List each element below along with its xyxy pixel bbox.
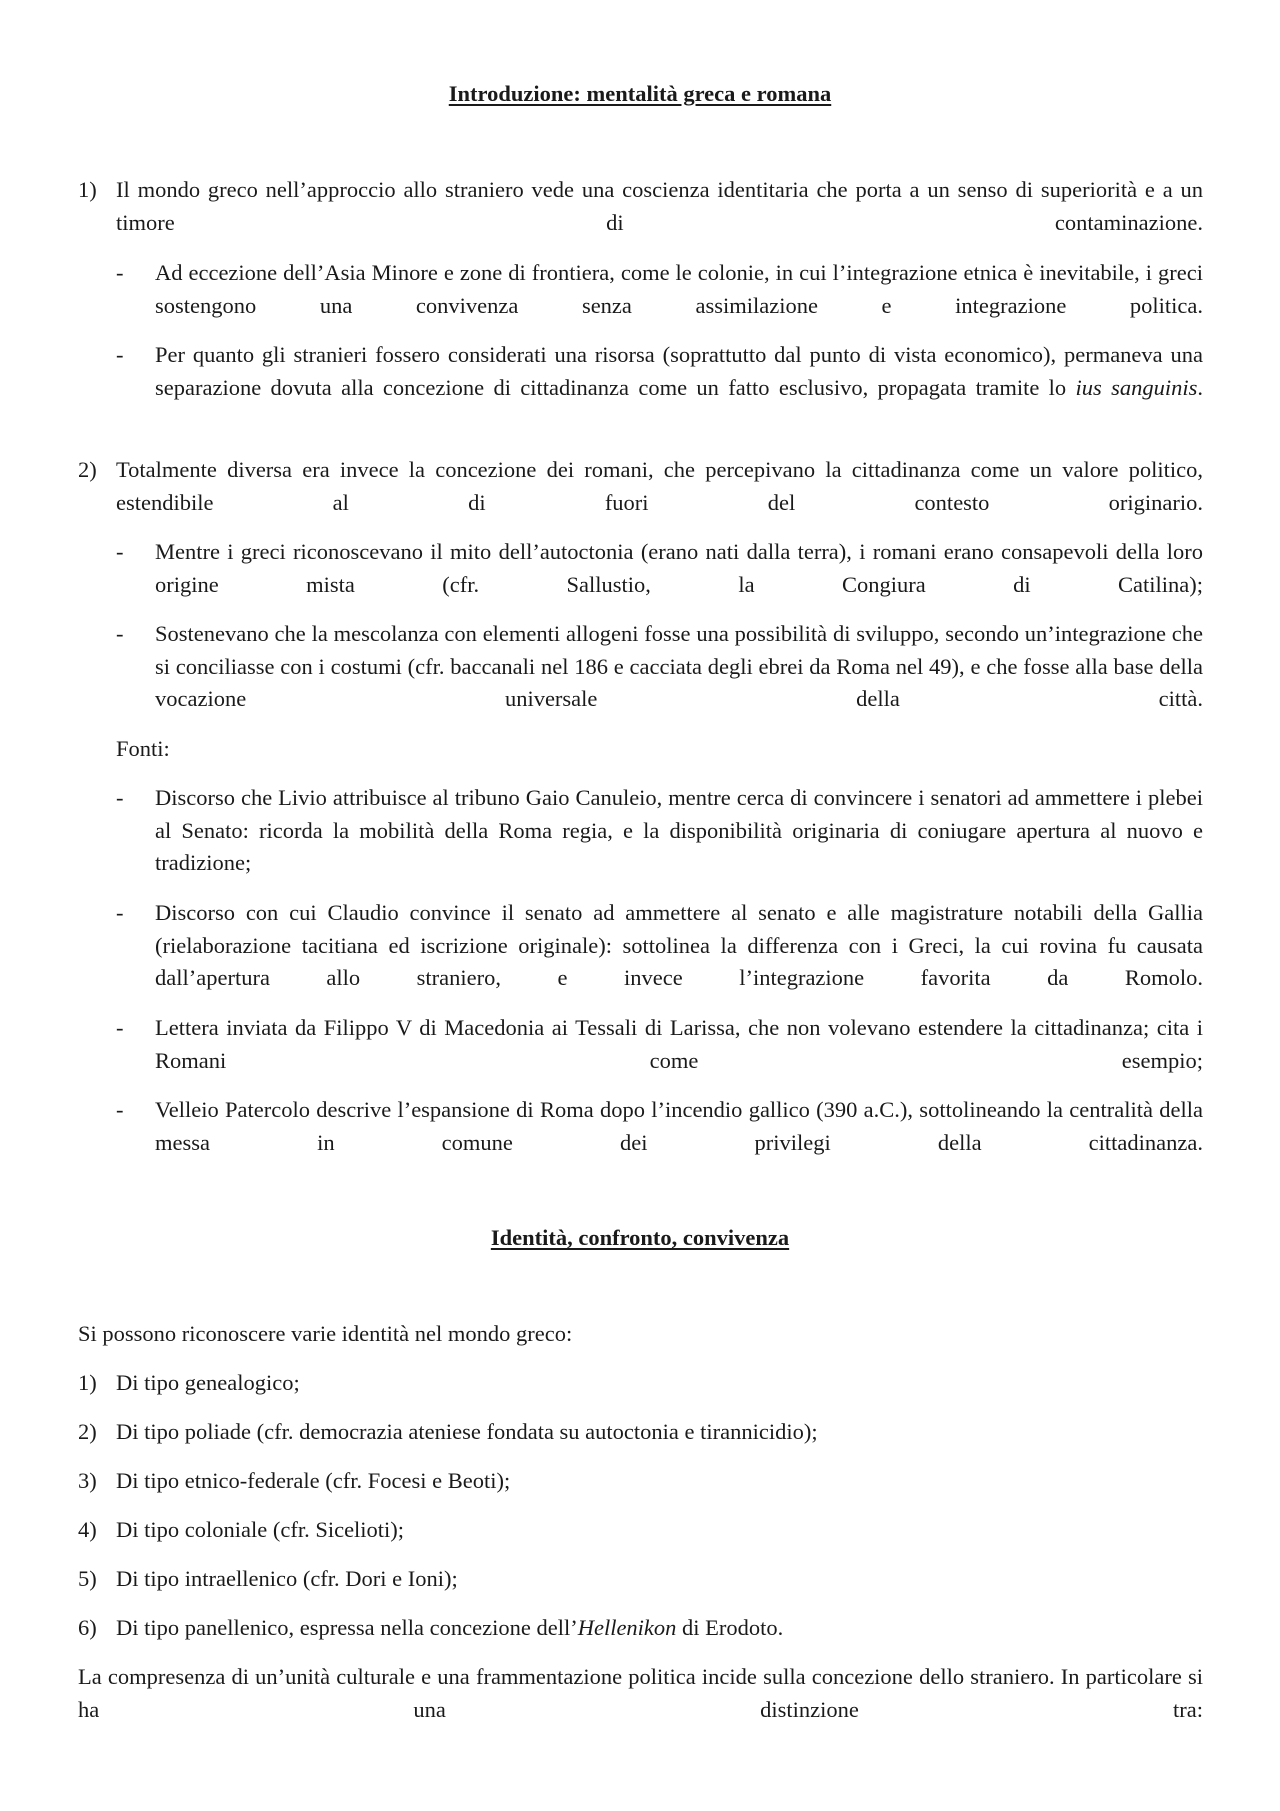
italic-term: Hellenikon — [577, 1615, 677, 1640]
bullet-text: Lettera inviata da Filippo V di Macedonia ai Tessali di Larissa, che non volevano estendere la cittadinanza; cita i Romani come esempio; — [155, 1015, 1203, 1073]
bullet-text: Discorso con cui Claudio convince il senato ad ammettere al senato e alle magistrature notabili della Gallia (rielaborazione tacitiana ed iscrizione originale): sottolinea la differenza con i Greci, la cui rovina fu causata dall’apertura allo straniero, e invece l’integrazione favorita da Romolo. — [155, 900, 1203, 990]
bullet-marker: - — [116, 342, 124, 367]
section-title: Identità, confronto, convivenza — [490, 1225, 790, 1250]
bullet-marker: - — [116, 621, 124, 646]
paragraph: Il mondo greco nell’approccio allo straniero vede una coscienza identitaria che porta a un senso di superiorità e a un timore di contaminazione. — [116, 177, 1203, 235]
bullet-text: Discorso che Livio attribuisce al tribuno Gaio Canuleio, mentre cerca di convincere i senatori ad ammettere i plebei al Senato: ricorda la mobilità della Roma regia, e la disponibilità originaria di coniugare apertura al nuovo e tradizione; — [155, 785, 1203, 875]
list-number: 1) — [78, 1370, 97, 1395]
list-number: 2) — [78, 1419, 97, 1444]
fonti-label: Fonti: — [116, 736, 170, 761]
list-number: 1) — [78, 177, 97, 202]
bullet-marker: - — [116, 1015, 124, 1040]
bullet-text: Sostenevano che la mescolanza con elementi allogeni fosse una possibilità di sviluppo, secondo un’integrazione che si conciliasse con i costumi (cfr. baccanali nel 186 e cacciata degli ebrei da Roma nel 49), e che fosse alla base della vocazione universale della città. — [155, 621, 1203, 711]
list-number: 6) — [78, 1615, 97, 1640]
bullet-text: Ad eccezione dell’Asia Minore e zone di frontiera, come le colonie, in cui l’integrazione etnica è inevitabile, i greci sostengono una convivenza senza assimilazione e integrazione politica. — [155, 260, 1203, 318]
bullet-marker: - — [116, 1097, 124, 1122]
list-item: Di tipo etnico-federale (cfr. Focesi e Beoti); — [116, 1468, 511, 1493]
italic-term: ius sanguinis — [1075, 374, 1198, 400]
list-item: Di tipo coloniale (cfr. Sicelioti); — [116, 1517, 405, 1542]
list-item: Di tipo intraellenico (cfr. Dori e Ioni); — [116, 1566, 458, 1591]
list-item: Di tipo genealogico; — [116, 1370, 300, 1395]
bullet-marker: - — [116, 539, 124, 564]
bullet-marker: - — [116, 260, 124, 285]
bullet-marker: - — [116, 900, 124, 925]
bullet-marker: - — [116, 785, 124, 810]
section-title: Introduzione: mentalità greca e romana — [448, 81, 832, 106]
paragraph: Totalmente diversa era invece la concezione dei romani, che percepivano la cittadinanza come un valore politico, estendibile al di fuori del contesto originario. — [116, 457, 1203, 515]
paragraph: La compresenza di un’unità culturale e una frammentazione politica incide sulla concezione dello straniero. In particolare si ha una distinzione tra: — [78, 1664, 1203, 1722]
bullet-text: Per quanto gli stranieri fossero considerati una risorsa (soprattutto dal punto di vista economico), permaneva una separazione dovuta alla concezione di cittadinanza come un fatto esclusivo, propagata tramite lo ius sanguinis. — [155, 342, 1204, 400]
list-number: 2) — [78, 457, 97, 482]
intro-line: Si possono riconoscere varie identità nel mondo greco: — [78, 1321, 573, 1346]
bullet-text: Mentre i greci riconoscevano il mito dell’autoctonia (erano nati dalla terra), i romani erano consapevoli della loro origine mista (cfr. Sallustio, la Congiura di Catilina); — [155, 539, 1203, 597]
list-number: 4) — [78, 1517, 97, 1542]
bullet-text: Velleio Patercolo descrive l’espansione di Roma dopo l’incendio gallico (390 a.C.), sottolineando la centralità della messa in comune dei privilegi della cittadinanza. — [155, 1097, 1203, 1155]
list-item: Di tipo poliade (cfr. democrazia ateniese fondata su autoctonia e tirannicidio); — [116, 1419, 818, 1444]
list-number: 5) — [78, 1566, 97, 1591]
list-number: 3) — [78, 1468, 97, 1493]
list-item: Di tipo panellenico, espressa nella concezione dell’Hellenikon di Erodoto. — [116, 1615, 784, 1640]
